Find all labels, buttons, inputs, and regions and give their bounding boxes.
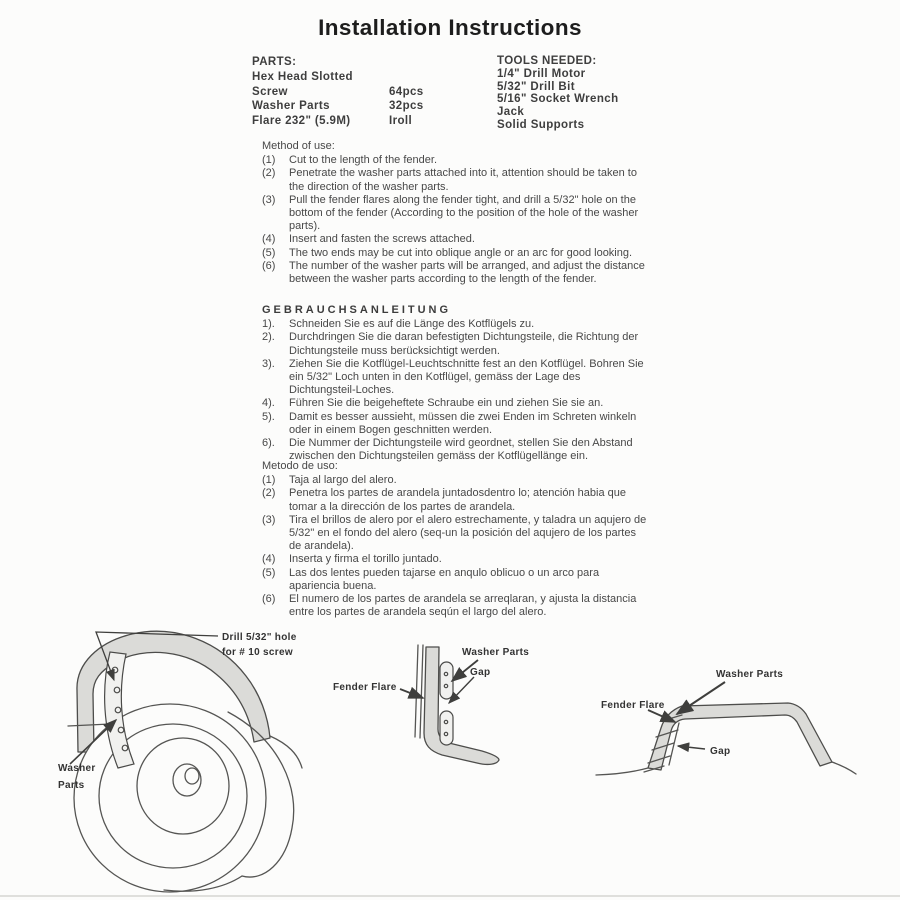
english-step-1 [262, 154, 650, 167]
step-text: Schneiden Sie es auf die Länge des Kotflügels zu. [289, 318, 535, 331]
step-number: (4) [262, 553, 276, 566]
washer-hole [444, 720, 447, 723]
step-text: Pull the fender flares along the fender tight, and drill a 5/32" hole on the bottom of the fender (According to the position of the hole of the washer parts). [289, 193, 639, 233]
gap-label: Gap [470, 667, 491, 678]
english-instructions [262, 140, 650, 286]
cross-section-diagram [328, 633, 528, 778]
parts-heading: PARTS: [252, 56, 297, 68]
part-qty: 64pcs [389, 85, 424, 98]
drill-hole-label: Drill 5/32" hole [222, 632, 297, 643]
spanish-step-6 [262, 593, 650, 619]
washer-parts-label-line2: Parts [58, 780, 85, 791]
spanish-step-2 [262, 487, 650, 513]
step-text: The two ends may be cut into oblique angle or an arc for good looking. [289, 246, 633, 259]
part-qty: Iroll [389, 115, 413, 128]
spanish-heading: Metodo de uso: [262, 460, 338, 472]
step-text: The number of the washer parts will be arranged, and adjust the distance between the washer parts according to the length of the fender. [289, 259, 645, 286]
english-step-5 [262, 247, 650, 260]
step-text: Führen Sie die beigeheftete Schraube ein und ziehen Sie sie an. [289, 397, 604, 410]
step-number: (2) [262, 487, 276, 500]
parts-row [252, 70, 487, 85]
german-step-1 [262, 318, 650, 331]
step-text: El numero de los partes de arandela se arreqlaran, y ajusta la distancia entre los partes de arandela seqún el largo del alero. [289, 593, 637, 619]
body-line-left [596, 768, 648, 775]
step-number: 6). [262, 437, 275, 450]
tool-item: 5/16" Socket Wrench [497, 93, 619, 106]
step-number: 5). [262, 410, 275, 423]
english-step-6 [262, 260, 650, 286]
german-step-5 [262, 411, 650, 437]
german-heading: GEBRAUCHSANLEITUNG [262, 304, 452, 316]
step-number: (2) [262, 167, 276, 180]
tool-item: 5/32" Drill Bit [497, 80, 575, 93]
step-text: Inserta y firma el torillo juntado. [289, 553, 442, 566]
tool-item: Jack [497, 106, 525, 119]
step-number: (3) [262, 513, 276, 526]
step-text: Insert and fasten the screws attached. [289, 233, 475, 246]
step-text: Die Nummer der Dichtungsteile wird geordnet, stellen Sie den Abstand zwischen den Dichtungsteilen gemäss der Kotflügellänge ein. [289, 437, 633, 463]
parts-row [252, 99, 487, 114]
washer-hole [118, 727, 124, 733]
washer-parts-label: Washer [58, 763, 96, 774]
body-line-right [832, 762, 856, 774]
step-number: 2). [262, 331, 275, 344]
english-step-3 [262, 194, 650, 234]
gap-label: Gap [710, 746, 731, 757]
fender-flare-arrow [400, 689, 423, 698]
step-text: Durchdringen Sie die daran befestigten Dichtungsteile, die Richtung der Dichtungsteile muss berücksichtigt werden. [289, 331, 639, 357]
fender-flare-strip [424, 647, 499, 764]
step-text: Damit es besser aussieht, müssen die zwei Enden im Schreten winkeln oder in einem Bogen geschnitten werden. [289, 410, 637, 436]
step-number: (3) [262, 193, 276, 206]
washer-parts-label: Washer Parts [462, 647, 530, 658]
part-label: Screw [252, 85, 288, 98]
washer-hole [122, 745, 128, 751]
drill-hole-label-line2: for # 10 screw [222, 647, 293, 658]
step-number: (4) [262, 233, 276, 246]
washer-part-upper [440, 662, 453, 699]
step-text: Penetrate the washer parts attached into it, attention should be taken to the direction of the washer parts. [289, 167, 637, 193]
step-number: 4). [262, 397, 275, 410]
washer-hole [444, 672, 447, 675]
tools-heading: TOOLS NEEDED: [497, 55, 597, 67]
german-instructions [262, 304, 650, 463]
gap-arrow [678, 746, 705, 749]
step-number: (5) [262, 566, 276, 579]
fender-flare-label: Fender Flare [601, 700, 665, 711]
step-text: Tira el brillos de alero por el alero estrechamente, y taladra un aqujero de 5/32" en el fondo del alero (seq-un la posición del aqujero de los partes de arandela). [289, 513, 647, 553]
step-number: (6) [262, 259, 276, 272]
spanish-step-1 [262, 474, 650, 487]
step-number: (1) [262, 474, 276, 487]
part-label: Flare 232" (5.9M) [252, 115, 351, 128]
washer-hole [112, 667, 118, 673]
step-text: Taja al largo del alero. [289, 474, 397, 487]
fender-panel-line [415, 645, 418, 737]
parts-row [252, 85, 487, 100]
step-text: Ziehen Sie die Kotflügel-Leuchtschnitte fest an den Kotflügel. Bohren Sie ein 5/32" Loch unten in den Kotflügel, gemäss der Lage des Dichtungsteil-Loches. [289, 357, 644, 397]
flare-profile-diagram [588, 653, 863, 803]
part-label: Hex Head Slotted [252, 70, 353, 83]
step-text: Penetra los partes de arandela juntadosdentro lo; atención habia que tomar a la dirección de los partes de arandela. [289, 487, 626, 513]
washer-hole [444, 732, 447, 735]
page-title: Installation Instructions [318, 15, 582, 40]
step-number: (1) [262, 154, 276, 167]
fender-flare-label: Fender Flare [333, 682, 397, 693]
step-text: Las dos lentes pueden tajarse en anqulo oblicuo o un arco para apariencia buena. [289, 566, 600, 592]
spanish-instructions [262, 460, 650, 619]
tools-section [497, 55, 707, 132]
wheel-fender-diagram [40, 618, 330, 896]
washer-parts-label: Washer Parts [716, 669, 784, 680]
washer-part-lower [440, 711, 453, 745]
spanish-step-4 [262, 553, 650, 566]
step-number: (6) [262, 593, 276, 606]
tool-item: 1/4" Drill Motor [497, 67, 586, 80]
part-label: Washer Parts [252, 100, 330, 113]
step-number: (5) [262, 246, 276, 259]
parts-section [252, 55, 487, 129]
english-heading: Method of use: [262, 140, 335, 152]
spanish-step-3 [262, 514, 650, 554]
scan-edge-line [0, 895, 900, 897]
english-step-2 [262, 167, 650, 193]
washer-hole [114, 687, 120, 693]
step-number: 1). [262, 318, 275, 331]
english-step-4 [262, 233, 650, 246]
parts-row [252, 114, 487, 129]
part-qty: 32pcs [389, 100, 424, 113]
spanish-step-5 [262, 567, 650, 593]
german-step-3 [262, 358, 650, 398]
washer-hole [115, 707, 121, 713]
german-step-2 [262, 331, 650, 357]
fender-panel-line [420, 645, 423, 738]
step-text: Cut to the length of the fender. [289, 154, 437, 167]
step-number: 3). [262, 357, 275, 370]
german-step-4 [262, 397, 650, 410]
washer-hole [444, 684, 447, 687]
tool-item: Solid Supports [497, 118, 585, 131]
